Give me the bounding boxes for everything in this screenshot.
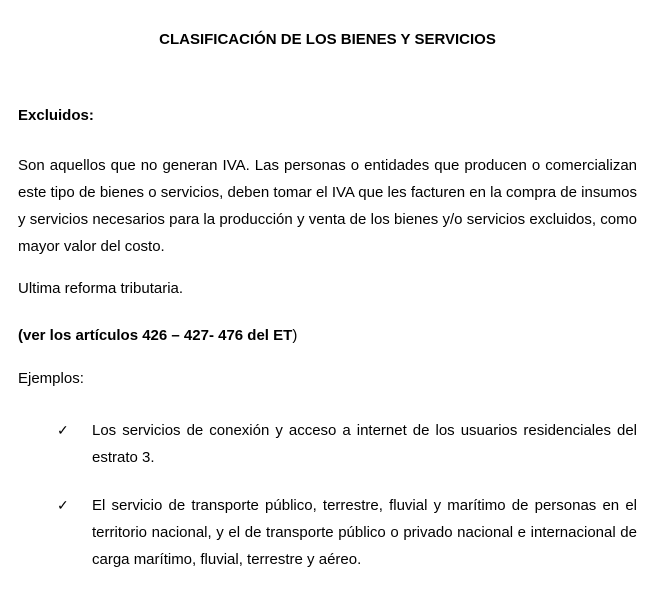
checkmark-icon: ✓ bbox=[57, 422, 69, 438]
example-text-transporte: El servicio de transporte público, terrestre, fluvial y marítimo de personas en el territorio nacional, y el de transporte público o privado nacional e internacional de carga marítimo, fluvial, terrestre y aéreo. bbox=[92, 497, 637, 568]
definition-paragraph: Son aquellos que no generan IVA. Las personas o entidades que producen o comercializan este tipo de bienes o servicios, deben tomar el IVA que les facturen en la compra de insumos y servicios necesarios para la producción y venta de los bienes y/o servicios excluidos, como mayor valor del costo. bbox=[18, 157, 637, 255]
document-title: CLASIFICACIÓN DE LOS BIENES Y SERVICIOS bbox=[159, 31, 496, 48]
articles-reference bbox=[18, 322, 637, 349]
example-text-internet: Los servicios de conexión y acceso a internet de los usuarios residenciales del estrato 3. bbox=[92, 422, 637, 466]
checkmark-icon: ✓ bbox=[57, 497, 69, 513]
ejemplos-label: Ejemplos: bbox=[18, 370, 84, 387]
articles-reference-closing-paren: ) bbox=[292, 327, 298, 344]
articles-reference-bold-text: (ver los artículos 426 – 427- 476 del ET bbox=[18, 327, 293, 344]
excluidos-heading: Excluidos: bbox=[18, 107, 94, 124]
example-list-item bbox=[18, 492, 637, 573]
reform-line: Ultima reforma tributaria. bbox=[18, 280, 184, 297]
example-list-item bbox=[18, 417, 637, 471]
